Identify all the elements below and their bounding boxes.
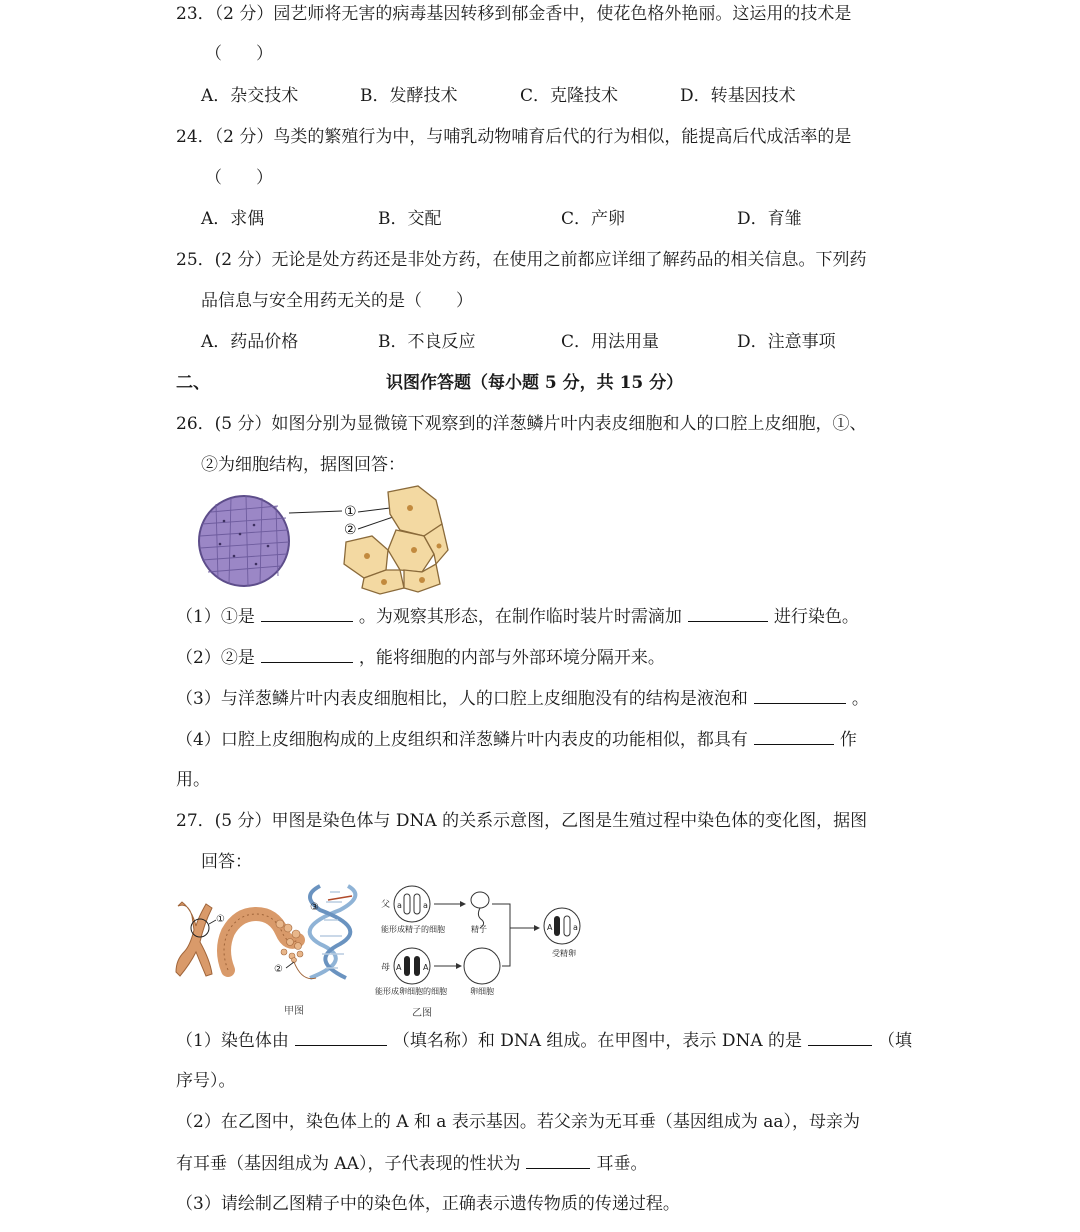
q24-option-b: B．交配 (378, 209, 442, 229)
q27-part1-cont: 序号）。 (176, 1071, 236, 1091)
jia-num-3: ③ (310, 902, 319, 913)
q25-stem-line2: 品信息与安全用药无关的是（ ） (201, 291, 473, 311)
label-1: ① (344, 504, 357, 520)
figure-yi (375, 886, 580, 1019)
q25-stem-line1: 25．(2 分）无论是处方药还是非处方药，在使用之前都应详细了解药品的相关信息。下列药 (176, 250, 867, 270)
label-sperm: 精子 (471, 925, 487, 934)
answer-blank-6[interactable] (295, 1028, 387, 1046)
label-egg-cell: 能形成卵细胞的细胞 (375, 987, 447, 996)
answer-blank-2[interactable] (688, 604, 768, 622)
father-gene-a1: a (397, 901, 402, 910)
yi-caption: 乙图 (412, 1008, 432, 1019)
q26-part4: （4）口腔上皮细胞构成的上皮组织和洋葱鳞片叶内表皮的功能相似，都具有 作 (176, 727, 857, 752)
jia-num-1: ① (216, 914, 225, 925)
q25-option-c: C．用法用量 (561, 332, 660, 352)
cheek-epithelial-cells (344, 486, 448, 594)
answer-blank-7[interactable] (808, 1028, 872, 1046)
q27-part1: （1）染色体由 （填名称）和 DNA 组成。在甲图中，表示 DNA 的是 （填 (176, 1028, 912, 1053)
cell-figure (196, 484, 456, 596)
q27-part2: （2）在乙图中，染色体上的 A 和 a 表示基因。若父亲为无耳垂（基因组成为 aa），母亲为 (176, 1112, 861, 1132)
figure-jia (176, 886, 355, 1017)
q24-option-a: A．求偶 (201, 209, 265, 229)
label-egg: 卵细胞 (470, 987, 494, 996)
zygote-gene-a: a (573, 923, 578, 932)
q25-option-b: B．不良反应 (378, 332, 476, 352)
mother-gene-A2: A (423, 963, 429, 972)
q25-option-d: D．注意事项 (737, 332, 836, 352)
answer-blank-5[interactable] (754, 727, 834, 745)
q27-stem-line1: 27．(5 分）甲图是染色体与 DNA 的关系示意图，乙图是生殖过程中染色体的变化图，据图 (176, 811, 868, 831)
q27-part3: （3）请绘制乙图精子中的染色体，正确表示遗传物质的传递过程。 (176, 1194, 680, 1214)
q23-option-a: A．杂交技术 (201, 86, 299, 106)
q23-stem: 23．（2 分）园艺师将无害的病毒基因转移到郁金香中，使花色格外艳丽。这运用的技术是 (176, 4, 852, 24)
label-2: ② (344, 522, 357, 538)
answer-blank-3[interactable] (261, 645, 353, 663)
q23-option-d: D．转基因技术 (680, 86, 796, 106)
father-gene-a2: a (423, 901, 428, 910)
q26-stem-line2: ②为细胞结构，据图回答： (201, 455, 405, 475)
q24-stem: 24．（2 分）鸟类的繁殖行为中，与哺乳动物哺育后代的行为相似，能提高后代成活率的是 (176, 127, 852, 147)
jia-caption: 甲图 (284, 1006, 304, 1017)
mother-gene-A1: A (396, 963, 402, 972)
answer-blank-4[interactable] (754, 686, 846, 704)
jia-num-2: ② (274, 964, 283, 975)
label-zygote: 受精卵 (552, 949, 576, 958)
answer-blank-1[interactable] (261, 604, 353, 622)
q26-part2: （2）②是 ，能将细胞的内部与外部环境分隔开来。 (176, 645, 665, 670)
label-mother: 母 (381, 963, 391, 973)
q24-option-c: C．产卵 (561, 209, 626, 229)
q23-option-c: C．克隆技术 (520, 86, 619, 106)
q26-part3: （3）与洋葱鳞片叶内表皮细胞相比，人的口腔上皮细胞没有的结构是液泡和 。 (176, 686, 869, 711)
q23-option-b: B．发酵技术 (360, 86, 458, 106)
q27-part2-cont: 有耳垂（基因组成为 AA），子代表现的性状为 耳垂。 (176, 1151, 647, 1176)
chromosome-dna-figure (170, 880, 610, 1022)
section-number: 二、 (176, 373, 210, 393)
q26-part4-cont: 用。 (176, 770, 210, 790)
answer-blank-8[interactable] (526, 1151, 590, 1169)
q27-stem-line2: 回答： (201, 852, 252, 872)
label-sperm-cell: 能形成精子的细胞 (381, 925, 445, 934)
q25-option-a: A．药品价格 (201, 332, 299, 352)
label-father: 父 (381, 900, 391, 910)
onion-epidermis-cells (199, 496, 289, 586)
q24-option-d: D．育雏 (737, 209, 802, 229)
q23-paren: （ ） (205, 44, 273, 64)
section-title: 识图作答题（每小题 5 分，共 15 分） (386, 373, 684, 393)
zygote-gene-A: A (547, 923, 553, 932)
q26-part1: （1）①是 。为观察其形态，在制作临时装片时需滴加 进行染色。 (176, 604, 859, 629)
q24-paren: （ ） (205, 168, 273, 188)
q26-stem-line1: 26．(5 分）如图分别为显微镜下观察到的洋葱鳞片叶内表皮细胞和人的口腔上皮细胞，①、 (176, 414, 867, 434)
